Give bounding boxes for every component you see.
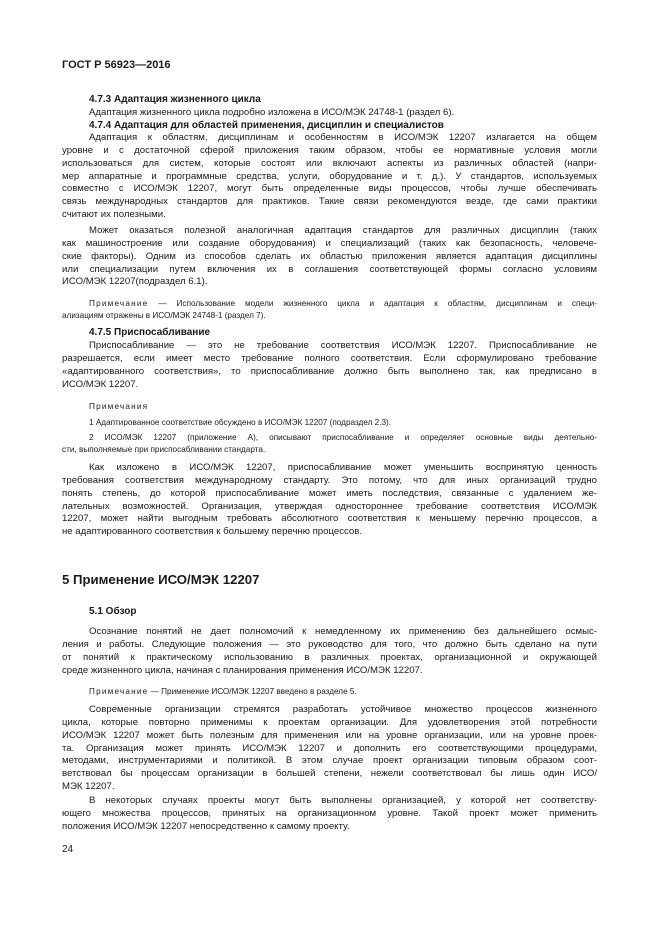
paragraph-line: Как изложено в ИСО/МЭК 12207, приспосабливание может уменьшить воспринятую ценность [89,462,597,473]
section-4-7-5-body [62,353,597,391]
paragraph-line: положения ИСО/МЭК 12207 непосредственно к самому проекту. [62,820,350,832]
paragraph-line: Приспосабливание — это не требование соответствия ИСО/МЭК 12207. Приспосабливание не [89,339,597,351]
paragraph-line: цикла, которые повторно применимы к проектам организации. Для удовлетворения этой потребности [62,717,597,728]
paragraph-line: разрешается, если имеет место требование полного соответствия. Если сформулировано требование [62,353,597,364]
paragraph-line: Адаптация к областям, дисциплинам и особенностям в ИСО/МЭК 12207 излагается на общем [89,132,597,144]
paragraph-line: уровне и с достаточной сферой приложения таким образом, чтобы ее нормативные условия могли [62,145,597,156]
notes-block [89,401,597,444]
paragraph-line: как машиностроение или создание оборудования) и специализаций (таких как безопасность, человече- [62,238,597,249]
para-modern-first [89,704,597,717]
paragraph-line: ИСО/МЭК 12207(подраздел 6.1). [62,276,208,288]
note-label: Примечание [89,687,149,696]
para-disciplines-first [89,225,597,238]
note-label: Примечание [89,299,149,308]
para-disciplines-body [62,238,597,289]
section-4-7-5 [89,327,597,353]
paragraph-line: ИСО/МЭК 12207 может быть полезным для применения или на уровне организации, или на уровне проек- [62,729,597,741]
note-2 [89,686,597,698]
note-1-cont [62,310,597,322]
heading-4-7-5: 4.7.5 Приспосабливание [89,327,211,338]
para-tailoring-first [89,462,597,475]
paragraph-line: МЭК 12207. [62,780,115,792]
paragraph-line: от понятий к практическому использованию в различных проектах, организационной и окружающей [62,651,597,663]
paragraph-line: Может оказаться полезной аналогичная адаптация стандартов для различных дисциплин (таких [89,225,597,236]
section-4-7-3 [89,94,597,145]
paragraph-line: использоваться для систем, которые состоят или включают аспекты из различных областей (напри- [62,157,597,169]
paragraph-line: Современные организации стремятся разработать устойчивое множество процессов жизненного [89,704,597,715]
paragraph-line: Осознание понятий не дает полномочий к немедленному их применению без дальнейшего осмыс- [89,626,597,637]
paragraph-line: «адаптированного соответствия», то приспосабливание должно быть выполнено так, как предписано в [62,365,597,377]
paragraph-line: ющего множества процессов, принятых на организационном уровне. Такой проект может применить [62,808,597,819]
paragraph-line: среде жизненного цикла, начиная с планирования применения ИСО/МЭК 12207. [62,664,423,676]
page-number: 24 [62,844,74,855]
note-text: — Использование модели жизненного цикла и адаптация к областям, дисциплинам и специ- [148,299,597,308]
paragraph-line: считают их полезными. [62,208,166,220]
paragraph-line: лательных возможностей. Организация, утверждая одностороннее требование соответствия ИСО/МЭК [62,500,597,512]
paragraph-line: Адаптация жизненного цикла подробно изложена в ИСО/МЭК 24748-1 (раздел 6). [89,106,455,118]
note-item-2-cont [62,444,597,456]
paragraph-line: ветствовал бы процессам организации в большей степени, нежели соответствовал бы лишь один ИСО/ [62,768,597,780]
heading-4-7-3: 4.7.3 Адаптация жизненного цикла [89,94,261,105]
note-text: ализациям отражены в ИСО/МЭК 24748-1 (раздел 7). [62,311,266,320]
para-modern-body [62,717,597,794]
note-item-1: 1 Адаптированное соответствие обсуждено в ИСО/МЭК 12207 (подраздел 2.3). [89,417,392,427]
paragraph-line: понять степень, до которой приспосабливание может иметь последствия, связанные с удалением же- [62,487,597,499]
note-item-2: 2 ИСО/МЭК 12207 (приложение А), описывают приспосабливание и определяет основные виды деятельно- [89,433,597,443]
paragraph-line: совместно с ИСО/МЭК 12207, могут быть определенные виды процессов, чтобы лучше обеспечивать [62,183,597,195]
para-awareness-body [62,639,597,677]
paragraph-line: мер аппаратные и программные средства, услуги, оборудование и т. д.). У стандартов, используемых [62,170,597,182]
section-5-1 [89,606,597,617]
heading-4-7-4: 4.7.4 Адаптация для областей применения, дисциплин и специалистов [89,119,444,131]
paragraph-line: или специализации путем включения их в соглашения соответствующей формы согласно условиям [62,263,597,275]
document-header: ГОСТ Р 56923—2016 [62,59,171,71]
paragraph-line: ские факторы). Одним из способов сделать их областью приложения является адаптация дисциплины [62,250,597,262]
heading-5-1: 5.1 Обзор [89,606,137,617]
paragraph-line: В некоторых случаях проекты могут быть выполнены организацией, у которой нет соответству- [89,795,597,806]
paragraph-line: не адаптированного соответствия к большему перечню процессов. [62,526,362,538]
section-5 [64,572,597,587]
para-cases-body [62,808,597,834]
paragraph-line: ИСО/МЭК 12207. [62,378,139,390]
paragraph-line: ления и работы. Следующие положения — это руководство для того, что должно быть сделано на пути [62,639,597,650]
notes-label: Примечания [89,402,149,411]
paragraph-line: требования соответствия международному стандарту. Это потому, что для иных организаций трудно [62,475,597,486]
paragraph-line: та. Организация может принять ИСО/МЭК 12207 и дополнить его соответствующими процедурами, [62,742,597,754]
note-text: — Применение ИСО/МЭК 12207 введено в разделе 5. [148,687,357,696]
note-text: сти, выполняемые при приспосабливании стандарта. [62,445,266,454]
paragraph-line: 12207, может найти выгодным требовать абсолютного соответствия к меньшему перечню процессов, а [62,513,597,525]
section-4-7-4-body [62,145,597,222]
para-cases-first [89,795,597,808]
para-awareness-first [89,626,597,639]
paragraph-line: методами, инструментариями и политикой. В этом случае проект организации типовым образом соот- [62,755,597,767]
note-1 [89,298,597,310]
heading-section-5: 5 Применение ИСО/МЭК 12207 [62,572,260,587]
para-tailoring-body [62,475,597,539]
paragraph-line: связь международных стандартов для практиков. Такие связи рекомендуются везде, где сами практики [62,196,597,208]
